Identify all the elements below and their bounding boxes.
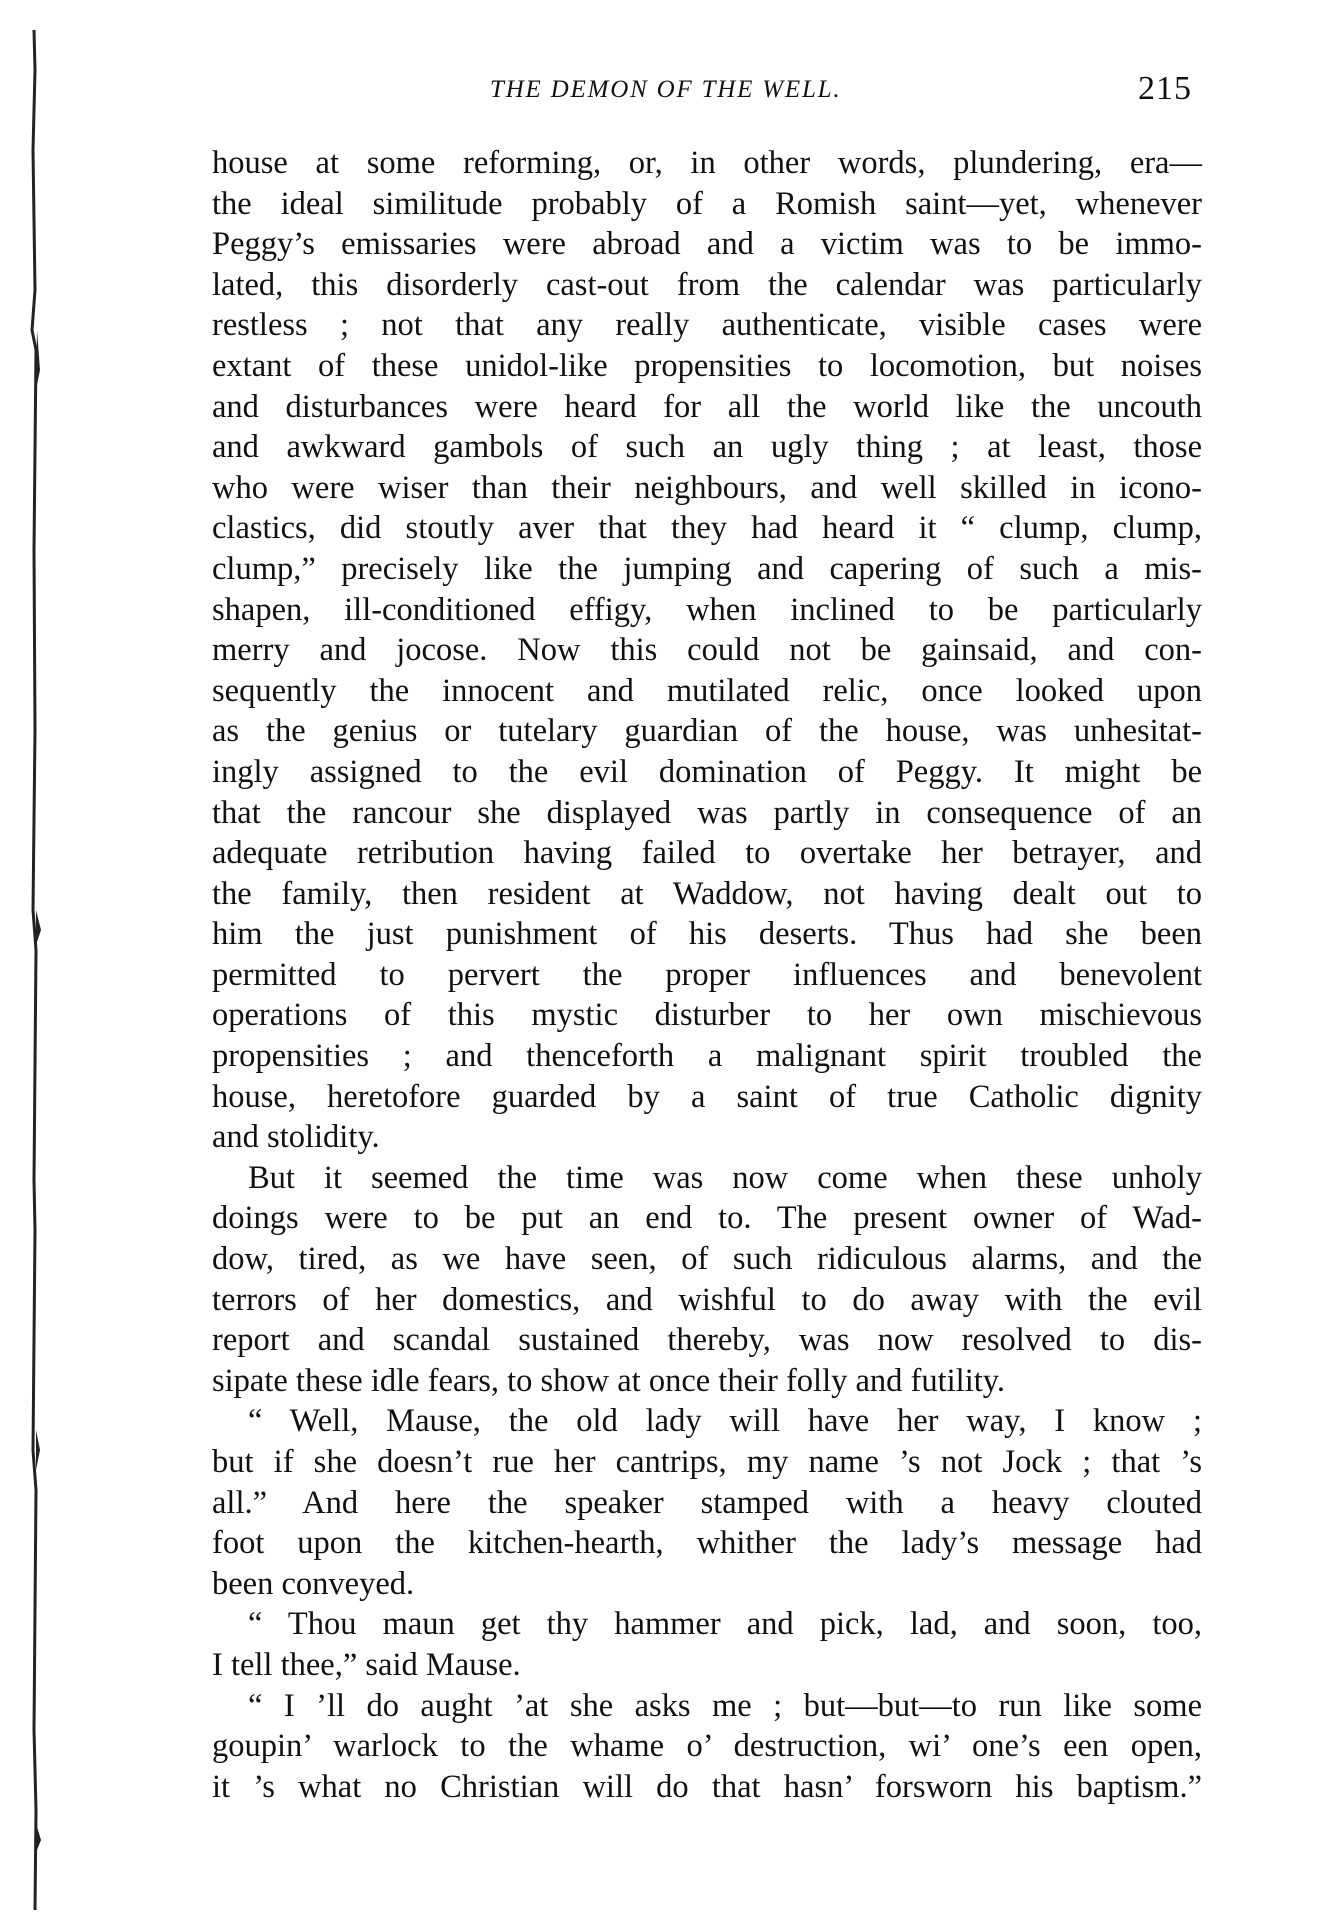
text-line: been conveyed. [212, 1565, 415, 1602]
text-line: goupin’ warlock to the whame o’ destruction, wi’ one’s een open, [212, 1728, 1202, 1765]
text-line: “ Well, Mause, the old lady will have her way, I know ; [248, 1403, 1202, 1440]
text-line: him the just punishment of his deserts. Thus had she been [212, 916, 1202, 953]
text-line: house at some reforming, or, in other words, plundering, era— [212, 145, 1202, 181]
text-line: merry and jocose. Now this could not be gainsaid, and con- [212, 632, 1202, 669]
text-line: the ideal similitude probably of a Romish saint—yet, whenever [212, 185, 1202, 222]
text-line: “ Thou maun get thy hammer and pick, lad, and soon, too, [248, 1606, 1202, 1643]
text-line: ingly assigned to the evil domination of Peggy. It might be [212, 753, 1202, 790]
body-text [212, 143, 1202, 1807]
text-line: “ I ’ll do aught ’at she asks me ; but—but—to run like some [248, 1687, 1202, 1724]
running-title: THE DEMON OF THE WELL. [490, 76, 842, 103]
text-line: dow, tired, as we have seen, of such ridiculous alarms, and the [212, 1241, 1202, 1278]
text-line: it ’s what no Christian will do that hasn’ forsworn his baptism.” [212, 1768, 1202, 1805]
text-line: and disturbances were heard for all the world like the uncouth [212, 388, 1202, 425]
paragraph-1 [212, 143, 1202, 1158]
text-line: sequently the innocent and mutilated relic, once looked upon [212, 672, 1202, 709]
binding-edge-shadow [28, 30, 42, 1910]
paragraph-5 [212, 1686, 1202, 1808]
text-line: permitted to pervert the proper influences and benevolent [212, 956, 1202, 993]
text-line: but if she doesn’t rue her cantrips, my name ’s not Jock ; that ’s [212, 1444, 1202, 1480]
text-line: restless ; not that any really authenticate, visible cases were [212, 307, 1202, 344]
text-line: doings were to be put an end to. The present owner of Wad- [212, 1200, 1202, 1237]
text-line: all.” And here the speaker stamped with a heavy clouted [212, 1484, 1202, 1521]
text-line: adequate retribution having failed to overtake her betrayer, and [212, 835, 1202, 872]
text-line: lated, this disorderly cast-out from the calendar was particularly [212, 266, 1202, 303]
running-head [210, 68, 1210, 118]
paragraph-4 [212, 1604, 1202, 1685]
text-line: house, heretofore guarded by a saint of true Catholic dignity [212, 1078, 1202, 1115]
text-line: terrors of her domestics, and wishful to do away with the evil [212, 1281, 1202, 1318]
text-line: and stolidity. [212, 1119, 380, 1156]
text-line: I tell thee,” said Mause. [212, 1646, 521, 1683]
text-line: propensities ; and thenceforth a malignant spirit troubled the [212, 1038, 1202, 1075]
text-line: extant of these unidol-like propensities to locomotion, but noises [212, 347, 1202, 384]
text-line: Peggy’s emissaries were abroad and a victim was to be immo- [212, 226, 1202, 263]
text-line: that the rancour she displayed was partly in consequence of an [212, 794, 1202, 831]
text-line: the family, then resident at Waddow, not having dealt out to [212, 875, 1202, 912]
text-line: shapen, ill-conditioned effigy, when inclined to be particularly [212, 591, 1202, 628]
paragraph-2 [212, 1158, 1202, 1402]
text-line: as the genius or tutelary guardian of the house, was unhesitat- [212, 713, 1202, 750]
paragraph-3 [212, 1401, 1202, 1604]
text-line: who were wiser than their neighbours, and well skilled in icono- [212, 469, 1202, 506]
text-line: and awkward gambols of such an ugly thing ; at least, those [212, 429, 1202, 466]
text-line: sipate these idle fears, to show at once their folly and futility. [212, 1362, 1006, 1399]
text-line: report and scandal sustained thereby, was now resolved to dis- [212, 1322, 1202, 1359]
text-line: clump,” precisely like the jumping and capering of such a mis- [212, 550, 1202, 587]
text-line: operations of this mystic disturber to her own mischievous [212, 997, 1202, 1034]
text-line: clastics, did stoutly aver that they had heard it “ clump, clump, [212, 510, 1202, 547]
text-line: foot upon the kitchen-hearth, whither the lady’s message had [212, 1525, 1202, 1562]
text-line: But it seemed the time was now come when these unholy [248, 1159, 1202, 1196]
page-number: 215 [1138, 70, 1192, 107]
